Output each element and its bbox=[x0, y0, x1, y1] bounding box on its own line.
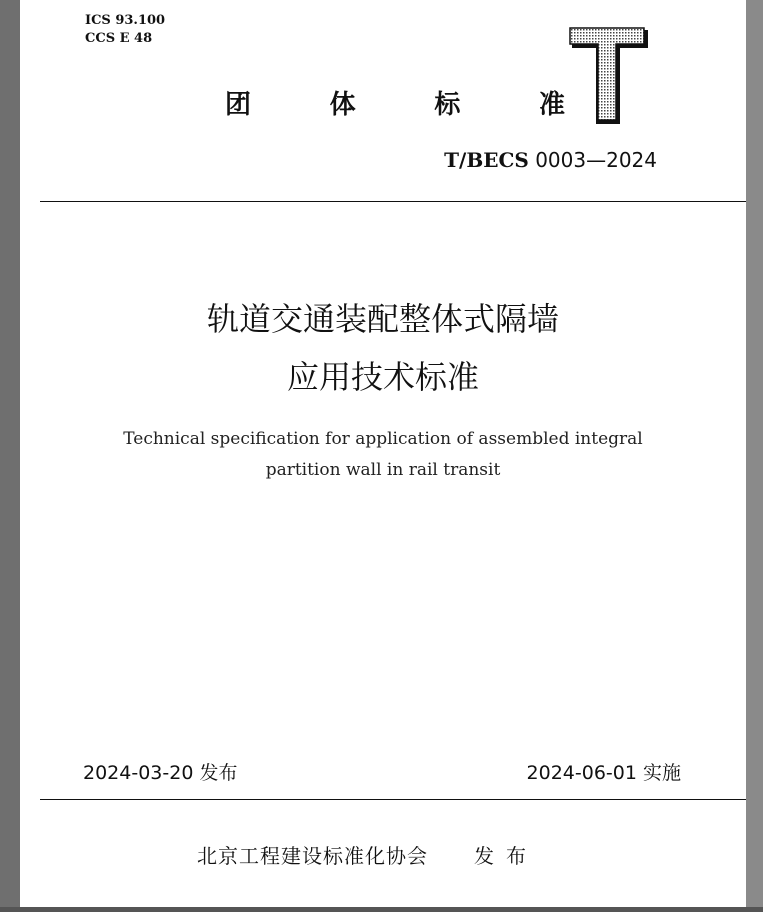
standard-number-prefix: T/BECS bbox=[444, 148, 529, 172]
standard-type-char: 体 bbox=[329, 90, 356, 120]
ics-code: ICS 93.100 bbox=[85, 13, 166, 28]
chinese-title-line-2: 应用技术标准 bbox=[286, 358, 479, 396]
english-title-line-1: Technical specification for application of assembled integral bbox=[123, 429, 643, 449]
implement-date: 2024-06-01 实施 bbox=[526, 762, 681, 784]
standard-type bbox=[225, 84, 565, 121]
classification-codes bbox=[85, 12, 165, 48]
publish-date: 2024-03-20 发布 bbox=[83, 762, 238, 784]
english-title-line-2: partition wall in rail transit bbox=[265, 460, 501, 480]
viewer-background-bottom bbox=[0, 907, 763, 912]
ccs-code: CCS E 48 bbox=[85, 31, 153, 46]
standard-type-char: 准 bbox=[538, 90, 565, 120]
document-page bbox=[20, 0, 746, 907]
viewer-background-right bbox=[746, 0, 763, 912]
standard-type-char: 标 bbox=[434, 90, 461, 120]
top-divider bbox=[40, 201, 746, 202]
t-logo-icon bbox=[568, 26, 650, 126]
issue-word: 发布 bbox=[474, 844, 538, 868]
standard-number-value: 0003—2024 bbox=[528, 148, 657, 172]
standard-type-char: 团 bbox=[225, 90, 252, 120]
english-title bbox=[20, 424, 746, 486]
chinese-title-line-1: 轨道交通装配整体式隔墙 bbox=[206, 300, 559, 338]
issuer-line bbox=[197, 840, 538, 869]
issuer-name: 北京工程建设标准化协会 bbox=[197, 844, 428, 868]
standard-number bbox=[444, 148, 657, 172]
chinese-title bbox=[20, 290, 746, 406]
bottom-divider bbox=[40, 799, 746, 800]
logo-letter: T bbox=[568, 26, 569, 27]
